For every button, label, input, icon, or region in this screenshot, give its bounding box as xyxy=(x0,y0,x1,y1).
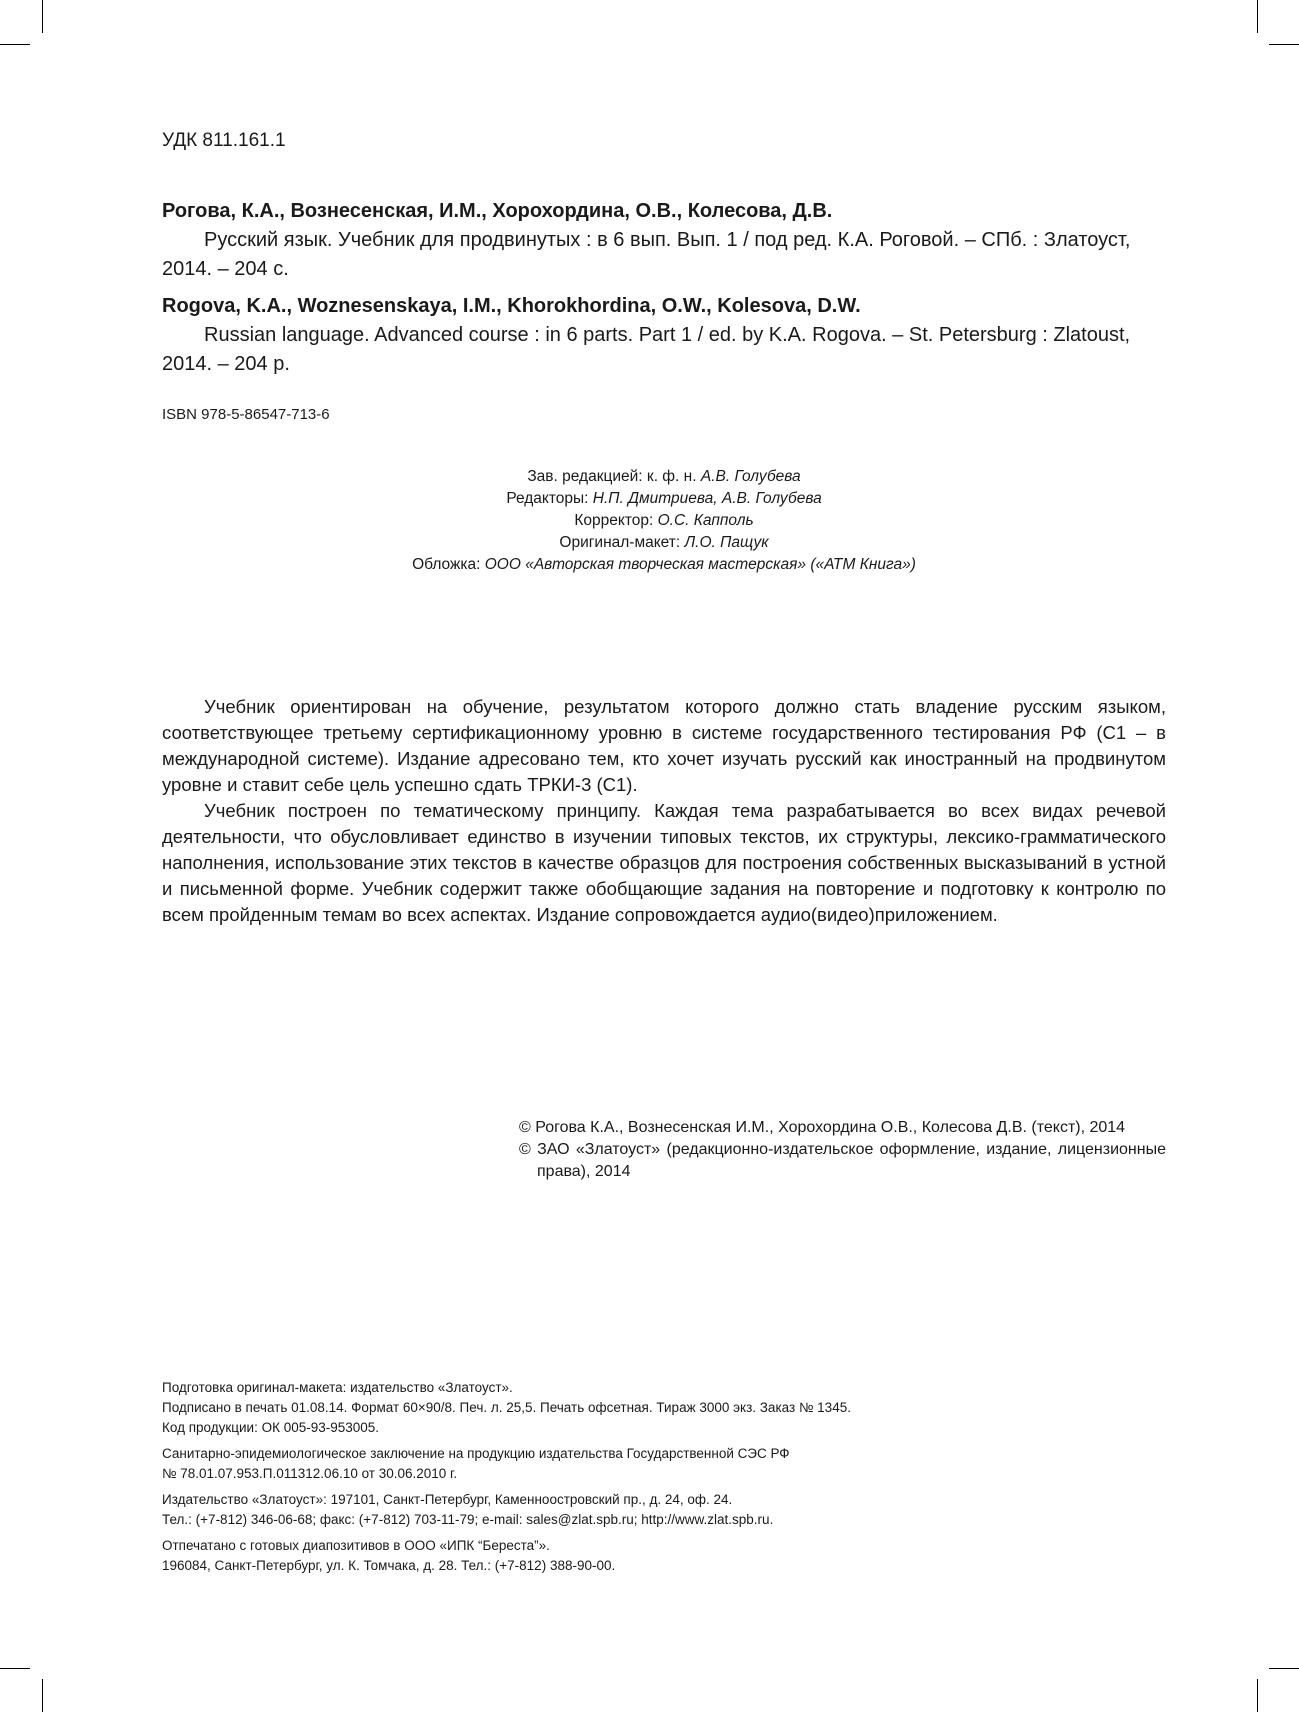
copyright-line: © ЗАО «Златоуст» (редакционно-издательское оформление, издание, лицензионные права), 2014 xyxy=(519,1141,1166,1180)
imprint-print-info xyxy=(162,1378,1166,1438)
copyright-notice xyxy=(519,1117,1166,1183)
udk-code: УДК 811.161.1 xyxy=(162,130,286,151)
imprint-sanitary xyxy=(162,1444,1166,1484)
staff-line: Обложка: ООО «Авторская творческая мастерская» («АТМ Книга») xyxy=(412,556,916,573)
crop-mark-top-right-h xyxy=(1269,44,1299,45)
imprint-line: № 78.01.07.953.П.011312.06.10 от 30.06.2010 г. xyxy=(162,1466,458,1481)
imprint-printer xyxy=(162,1536,1166,1576)
description-ru: Русский язык. Учебник для продвинутых : в 6 вып. Вып. 1 / под ред. К.А. Роговой. – СПб. : Златоуст, 2014. – 204 с. xyxy=(162,229,1131,280)
imprint-line: Тел.: (+7-812) 346-06-68; факс: (+7-812) 703-11-79; e-mail: sales@zlat.spb.ru; http://www.zlat.spb.ru. xyxy=(162,1512,774,1527)
editorial-staff xyxy=(162,466,1166,576)
crop-mark-bottom-left-h xyxy=(0,1668,30,1669)
imprint-line: Подписано в печать 01.08.14. Формат 60×90/8. Печ. л. 25,5. Печать офсетная. Тираж 3000 экз. Заказ № 1345. xyxy=(162,1400,851,1415)
abstract-paragraph: Учебник ориентирован на обучение, результатом которого должно стать владение русским языком, соответствующее третьему сертификационному уровню в системе государственного тестирования РФ (С1 – в международной системе). Издание адресовано тем, кто хочет изучать русский как иностранный на продвинутом уровне и ставит себе цель успешно сдать ТРКИ-3 (С1). xyxy=(162,696,1166,795)
description-en: Russian language. Advanced course : in 6 parts. Part 1 / ed. by K.A. Rogova. – St. Petersburg : Zlatoust, 2014. – 204 p. xyxy=(162,324,1131,375)
staff-line: Редакторы: Н.П. Дмитриева, А.В. Голубева xyxy=(506,490,822,507)
abstract xyxy=(162,694,1166,928)
crop-mark-bottom-left-v xyxy=(42,1679,43,1712)
authors-en: Rogova, K.A., Woznesenskaya, I.M., Khorokhordina, O.W., Kolesova, D.W. xyxy=(162,295,861,317)
crop-mark-bottom-right-h xyxy=(1269,1668,1299,1669)
imprint-line: Отпечатано с готовых диапозитивов в ООО «ИПК “Береста”». xyxy=(162,1538,550,1553)
isbn: ISBN 978-5-86547-713-6 xyxy=(162,406,330,423)
staff-line: Корректор: О.С. Капполь xyxy=(574,512,754,529)
imprint-line: Код продукции: ОК 005-93-953005. xyxy=(162,1420,380,1435)
imprint xyxy=(162,1378,1166,1582)
imprint-line: 196084, Санкт-Петербург, ул. К. Томчака, д. 28. Тел.: (+7-812) 388-90-00. xyxy=(162,1558,616,1573)
imprint-publisher xyxy=(162,1490,1166,1530)
abstract-paragraph: Учебник построен по тематическому принципу. Каждая тема разрабатывается во всех видах речевой деятельности, что обусловливает единство в изучении типовых текстов, их структуры, лексико-грамматического наполнения, использование этих текстов в качестве образцов для построения собственных высказываний в устной и письменной форме. Учебник содержит также обобщающие задания на повторение и подготовку к контролю по всем пройденным темам во всех аспектах. Издание сопровождается аудио(видео)приложением. xyxy=(162,800,1166,925)
imprint-line: Подготовка оригинал-макета: издательство «Златоуст». xyxy=(162,1380,513,1395)
crop-mark-bottom-right-v xyxy=(1257,1679,1258,1712)
bibliographic-entry-ru xyxy=(162,197,1166,284)
staff-line: Оригинал-макет: Л.О. Пащук xyxy=(559,534,769,551)
authors-ru: Рогова, К.А., Вознесенская, И.М., Хорохордина, О.В., Колесова, Д.В. xyxy=(162,200,833,222)
imprint-line: Издательство «Златоуст»: 197101, Санкт-Петербург, Каменноостровский пр., д. 24, оф. 24. xyxy=(162,1492,733,1507)
copyright-line: © Рогова К.А., Вознесенская И.М., Хорохордина О.В., Колесова Д.В. (текст), 2014 xyxy=(519,1119,1126,1136)
imprint-line: Санитарно-эпидемиологическое заключение на продукцию издательства Государственной СЭС РФ xyxy=(162,1446,790,1461)
crop-mark-top-left-h xyxy=(0,44,30,45)
crop-mark-top-right-v xyxy=(1257,0,1258,33)
crop-mark-top-left-v xyxy=(42,0,43,33)
bibliographic-entry-en xyxy=(162,292,1166,379)
staff-line: Зав. редакцией: к. ф. н. А.В. Голубева xyxy=(527,468,801,485)
